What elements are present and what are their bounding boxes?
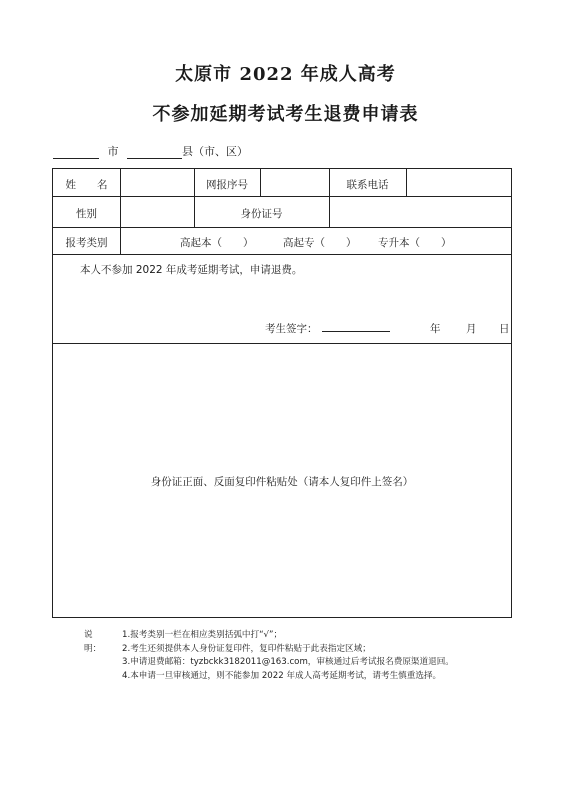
net-no-label: 网报序号 (206, 179, 248, 191)
city-blank[interactable] (53, 147, 99, 159)
option-gqb[interactable]: 高起本（ ） (180, 237, 254, 249)
option-zsb[interactable]: 专升本（ ） (378, 237, 452, 249)
id-label: 身份证号 (240, 208, 283, 220)
city-suffix: 市 (107, 145, 119, 158)
application-form (52, 168, 512, 618)
date-month: 月 (466, 323, 477, 335)
notes-list (122, 629, 454, 683)
id-copy-area: 身份证正面、反面复印件粘贴处（请本人复印件上签名） (150, 476, 414, 488)
notes-label: 说明： (84, 630, 102, 654)
page-subtitle: 不参加延期考试考生退费申请表 (152, 104, 419, 125)
note-item: 1.报考类别一栏在相应类别括弧中打“√”； (122, 630, 283, 640)
page-title: 太原市 2022 年成人高考 (175, 64, 396, 85)
name-field[interactable] (121, 170, 193, 195)
net-no-field[interactable] (261, 170, 328, 195)
signature-line[interactable] (322, 331, 390, 332)
date-year: 年 (430, 323, 441, 335)
row-divider (53, 196, 511, 197)
county-blank[interactable] (127, 147, 182, 159)
note-item: 3.申请退费邮箱：tyzbckk3182011@163.com，审核通过后考试报名费原渠道退回。 (122, 657, 454, 667)
category-label: 报考类别 (65, 237, 108, 249)
gender-field[interactable] (121, 198, 193, 226)
date-day: 日 (499, 323, 510, 335)
id-field[interactable] (330, 198, 510, 226)
name-label: 姓 名 (65, 179, 108, 191)
gender-label: 性别 (76, 208, 97, 220)
option-gqz[interactable]: 高起专（ ） (283, 237, 357, 249)
signature-label: 考生签字： (265, 323, 318, 335)
row-divider (53, 343, 511, 344)
county-suffix: 县（市、区） (182, 145, 248, 158)
note-item: 4.本申请一旦审核通过，则不能参加 2022 年成人高考延期考试，请考生慎重选择。 (122, 670, 442, 681)
note-item: 2.考生还须提供本人身份证复印件，复印件粘贴于此表指定区域； (122, 643, 371, 654)
row-divider (53, 227, 511, 228)
row-divider (53, 254, 511, 255)
statement-text: 本人不参加 2022 年成考延期考试，申请退费。 (80, 264, 303, 276)
location-line (53, 143, 248, 159)
phone-label: 联系电话 (346, 179, 389, 191)
phone-field[interactable] (407, 170, 511, 195)
